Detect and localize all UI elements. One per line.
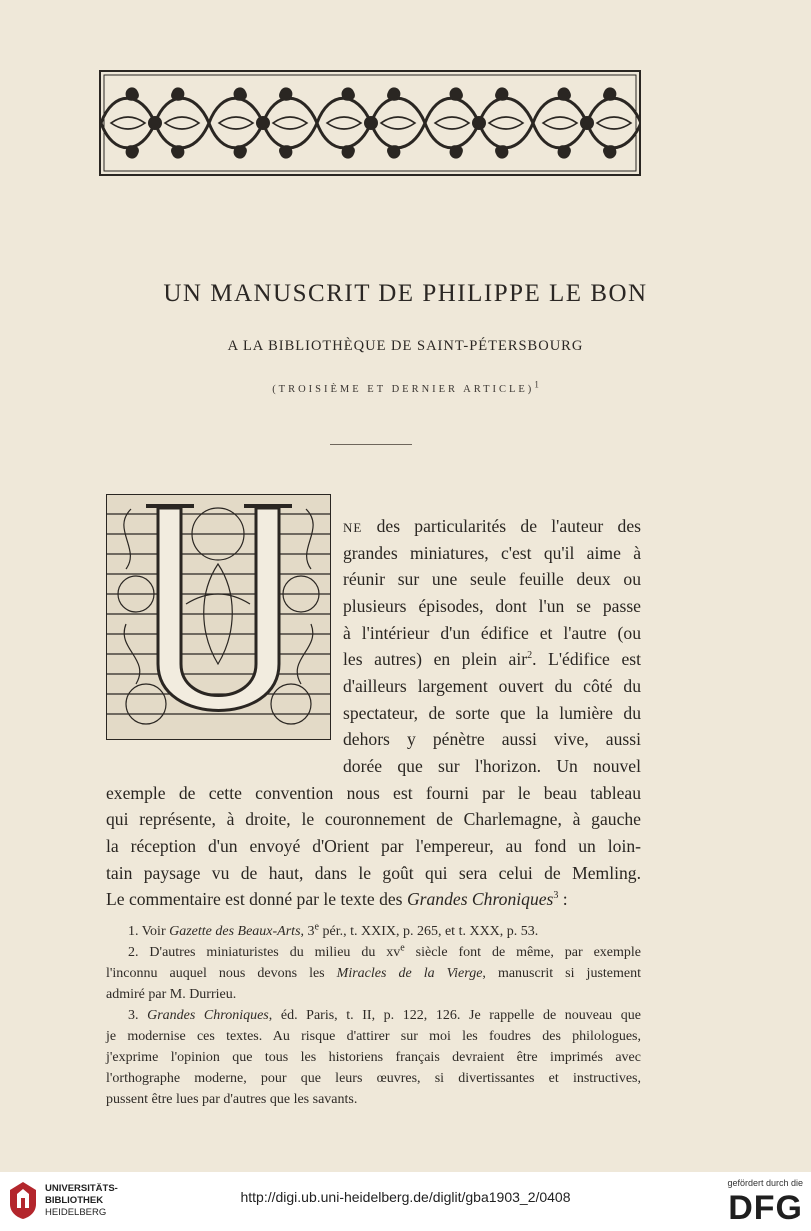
footnote-3-line: j'exprime l'opinion que tous les historiens français devraient être imprimés avec: [106, 1050, 641, 1065]
body-line: plusieurs épisodes, dont l'un se passe: [343, 596, 641, 616]
cited-work-title: Grandes Chroniques: [406, 889, 554, 909]
note-text: , manuscrit si justement: [482, 966, 641, 981]
body-line: dehors y pénètre aussi vive, aussi: [343, 729, 641, 749]
article-subtitle: A LA BIBLIOTHÈQUE DE SAINT-PÉTERSBOURG: [227, 338, 584, 354]
library-name-line: HEIDELBERG: [45, 1207, 107, 1218]
line-text: :: [558, 889, 568, 909]
body-line: [343, 646, 641, 673]
note-text: pér., t. XXIX, p. 265, et t. XXX, p. 53.: [318, 924, 539, 939]
body-line: [106, 886, 641, 913]
superscript: e: [400, 942, 405, 954]
footnote-3-line: je modernise ces textes. Au risque d'attirer sur moi les foudres des philologues,: [106, 1029, 641, 1044]
body-line: la réception d'un envoyé d'Orient par l'empereur, au fond un loin-: [106, 836, 641, 856]
body-line: grandes miniatures, c'est qu'il aime à: [343, 543, 641, 563]
digitization-footer: [0, 1172, 811, 1231]
body-line: dorée que sur l'horizon. Un nouvel: [343, 756, 641, 776]
body-line: d'ailleurs largement ouvert du côté du: [343, 676, 641, 696]
note-text: 3.: [128, 1008, 148, 1023]
superscript: e: [314, 921, 319, 933]
note-text: , éd. Paris, t. II, p. 122, 126. Je rappelle de nouveau que: [268, 1008, 641, 1023]
permalink-url[interactable]: http://digi.ub.uni-heidelberg.de/diglit/gba1903_2/0408: [240, 1189, 571, 1205]
footnote-2-line: admiré par M. Durrieu.: [106, 987, 237, 1002]
funder-caption: gefördert durch die: [727, 1178, 803, 1188]
part-text: (TROISIÈME ET DERNIER ARTICLE): [272, 384, 535, 395]
footnote-marker: 2: [527, 650, 533, 662]
title-divider: [330, 444, 412, 445]
note-text: , 3: [300, 924, 315, 939]
footnote-2-line: [106, 963, 641, 985]
footnote-3-line: l'orthographe moderne, pour que leurs œuvres, si divertissantes et instructives,: [106, 1071, 641, 1086]
article-title: UN MANUSCRIT DE PHILIPPE LE BON: [163, 280, 648, 307]
historiated-initial: [106, 494, 331, 740]
note-text: l'inconnu auquel nous devons les: [106, 966, 337, 981]
note-text: 2. D'autres miniaturistes du milieu du xv: [128, 945, 401, 960]
line-text: Le commentaire est donné par le texte des: [106, 889, 407, 909]
ornamental-headpiece: [99, 70, 641, 176]
line-text: des particularités de l'auteur des: [362, 516, 641, 536]
footnote-1: [128, 921, 641, 943]
cited-work-title: Grandes Chroniques: [147, 1008, 269, 1023]
article-part-label: [0, 379, 811, 395]
line-text: . L'édifice est: [532, 649, 641, 669]
body-line: spectateur, de sorte que la lumière du: [343, 703, 641, 723]
note-text: 1. Voir: [128, 924, 170, 939]
cited-work-title: Miracles de la Vierge: [336, 966, 483, 981]
part-footnote-marker: 1: [534, 379, 539, 390]
body-line: exemple de cette convention nous est fourni par le beau tableau: [106, 783, 641, 803]
footnote-2: [128, 942, 641, 964]
line-text: les autres) en plein air: [343, 649, 528, 669]
body-line: tain paysage vu de haut, dans le goût qui sera celui de Memling.: [106, 863, 641, 883]
footnote-marker: 3: [553, 890, 559, 902]
dfg-logo[interactable]: DFG: [728, 1189, 803, 1227]
body-line: [343, 513, 641, 540]
initial-continuation: NE: [343, 520, 363, 535]
body-line: qui représente, à droite, le couronnement de Charlemagne, à gauche: [106, 809, 641, 829]
body-line: à l'intérieur d'un édifice et l'autre (ou: [343, 623, 641, 643]
cited-work-title: Gazette des Beaux-Arts: [169, 924, 301, 939]
footnote-3-line: pussent être lues par d'autres que les savants.: [106, 1092, 358, 1107]
library-name-line: BIBLIOTHEK: [45, 1195, 104, 1206]
note-text: siècle font de même, par exemple: [404, 945, 641, 960]
library-name-line: UNIVERSITÄTS-: [45, 1183, 118, 1194]
footnote-3: [128, 1005, 641, 1027]
body-line: réunir sur une seule feuille deux ou: [343, 569, 641, 589]
